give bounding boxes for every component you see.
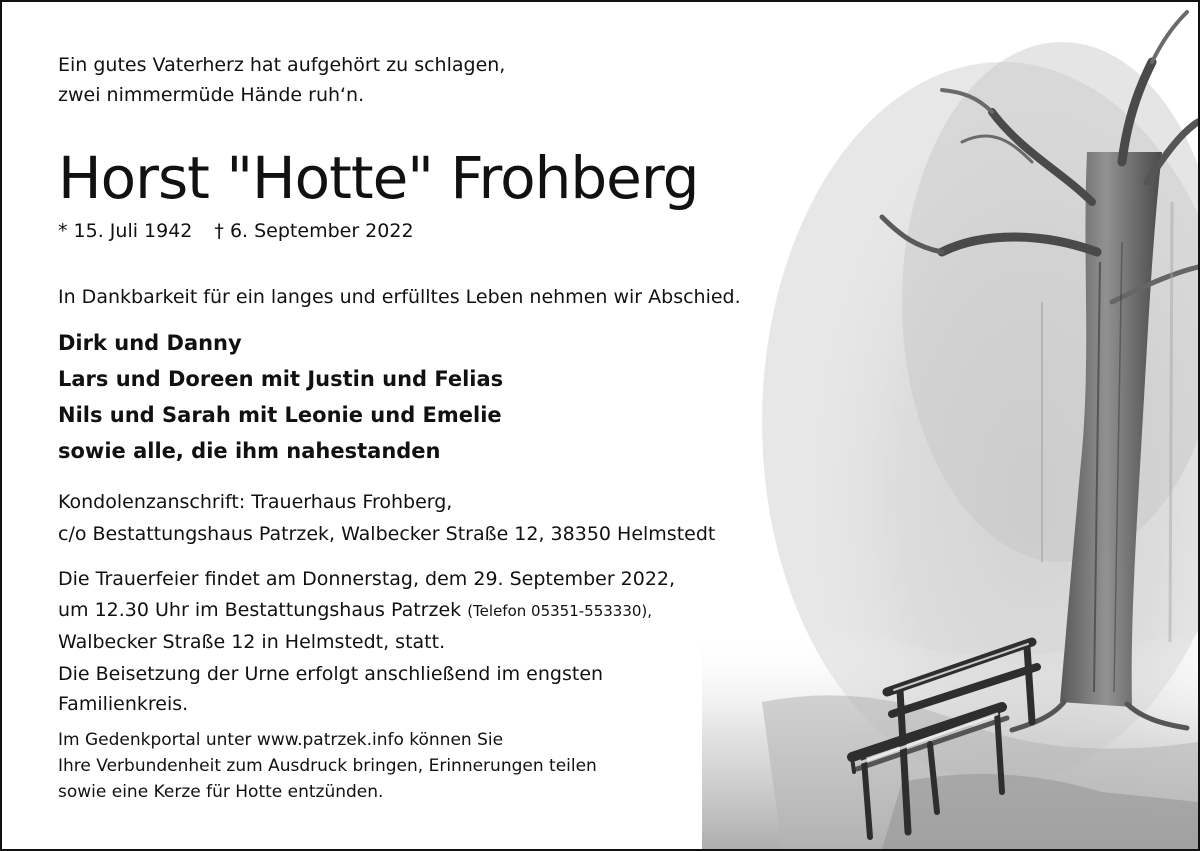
service-line: Walbecker Straße 12 in Helmstedt, statt. xyxy=(58,631,446,653)
service-time-location: um 12.30 Uhr im Bestattungshaus Patrzek xyxy=(58,599,462,621)
birth-date: * 15. Juli 1942 xyxy=(58,220,193,242)
portal-line: Im Gedenkportal unter www.patrzek.info können Sie xyxy=(58,730,504,750)
mourner-line: Lars und Doreen mit Justin und Felias xyxy=(58,367,504,391)
portal-line: Ihre Verbundenheit zum Ausdruck bringen, Erinnerungen teilen xyxy=(58,756,597,776)
mourner-line: sowie alle, die ihm nahestanden xyxy=(58,439,441,463)
address-line: c/o Bestattungshaus Patrzek, Walbecker Straße 12, 38350 Helmstedt xyxy=(58,523,716,545)
mourner-line: Nils und Sarah mit Leonie und Emelie xyxy=(58,403,502,427)
death-date: † 6. September 2022 xyxy=(214,220,414,242)
life-dates xyxy=(58,216,414,246)
deceased-name: Horst "Hotte" Frohberg xyxy=(58,144,699,212)
mourner-line: Dirk und Danny xyxy=(58,331,242,355)
address-line: Kondolenzanschrift: Trauerhaus Frohberg, xyxy=(58,491,453,513)
burial-line: Familienkreis. xyxy=(58,693,189,715)
burial-line: Die Beisetzung der Urne erfolgt anschließend im engsten xyxy=(58,663,604,685)
service-line: Die Trauerfeier findet am Donnerstag, dem 29. September 2022, xyxy=(58,568,676,590)
verse-line: zwei nimmermüde Hände ruh‘n. xyxy=(58,84,365,106)
verse-line: Ein gutes Vaterherz hat aufgehört zu schlagen, xyxy=(58,54,506,76)
condolence-address xyxy=(58,486,715,550)
farewell-statement: In Dankbarkeit für ein langes und erfülltes Leben nehmen wir Abschied. xyxy=(58,286,741,308)
memorial-verse xyxy=(58,50,505,110)
portal-line: sowie eine Kerze für Hotte entzünden. xyxy=(58,782,384,802)
funeral-service-info xyxy=(58,564,675,658)
phone-number: (Telefon 05351-553330), xyxy=(467,602,653,620)
memorial-portal-info xyxy=(58,727,597,805)
mourners-list xyxy=(58,325,503,469)
urn-burial-info xyxy=(58,659,603,719)
service-line xyxy=(58,595,675,627)
